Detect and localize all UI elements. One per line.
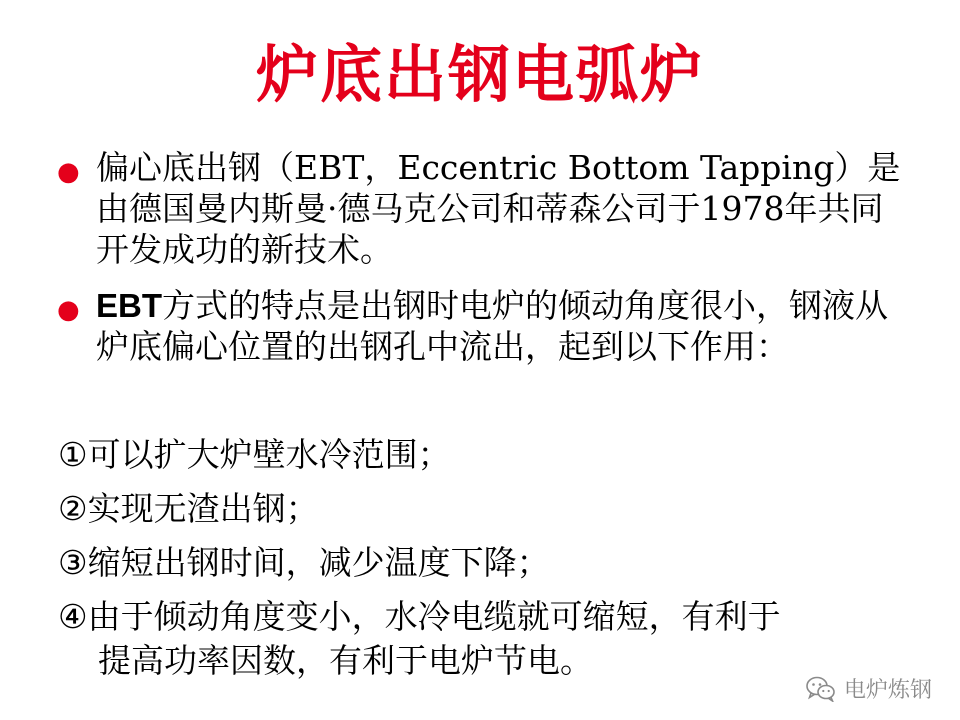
list-item-4	[58, 590, 918, 688]
paragraph-text: 方式的特点是出钢时电炉的倾动角度很小，钢液从炉底偏心位置的出钢孔中流出，起到以下作用：	[96, 286, 888, 366]
paragraph-text: 偏心底出钢（EBT，Eccentric Bottom Tapping）是由德国曼内斯曼·德马克公司和蒂森公司于1978年共同开发成功的新技术。	[96, 148, 901, 269]
list-item-continuation: 提高功率因数，有利于电炉节电。	[98, 641, 593, 680]
list-item-1	[58, 428, 918, 482]
watermark	[806, 673, 932, 704]
bullet-icon: ●	[57, 295, 80, 325]
paragraph-ebt-features	[96, 285, 916, 367]
paragraph-ebt-intro	[96, 147, 916, 270]
bullet-icon: ●	[57, 157, 80, 187]
list-item-text: 缩短出钢时间，减少温度下降；	[87, 543, 550, 582]
list-item-number: ④	[58, 597, 88, 636]
list-item-text: 由于倾动角度变小，水冷电缆就可缩短，有利于	[87, 597, 781, 636]
list-item-number: ①	[58, 435, 88, 474]
list-item-number: ②	[58, 489, 88, 528]
watermark-text: 电炉炼钢	[843, 678, 932, 703]
wechat-icon	[806, 676, 836, 702]
list-item-number: ③	[58, 543, 88, 582]
list-item-text: 可以扩大炉壁水冷范围；	[87, 435, 451, 474]
slide-title: 炉底出钢电弧炉	[255, 38, 704, 111]
list-item-text: 实现无渣出钢；	[87, 489, 319, 528]
list-item-2	[58, 482, 918, 536]
list-item-3	[58, 536, 918, 590]
paragraph-lead: EBT	[96, 287, 162, 324]
